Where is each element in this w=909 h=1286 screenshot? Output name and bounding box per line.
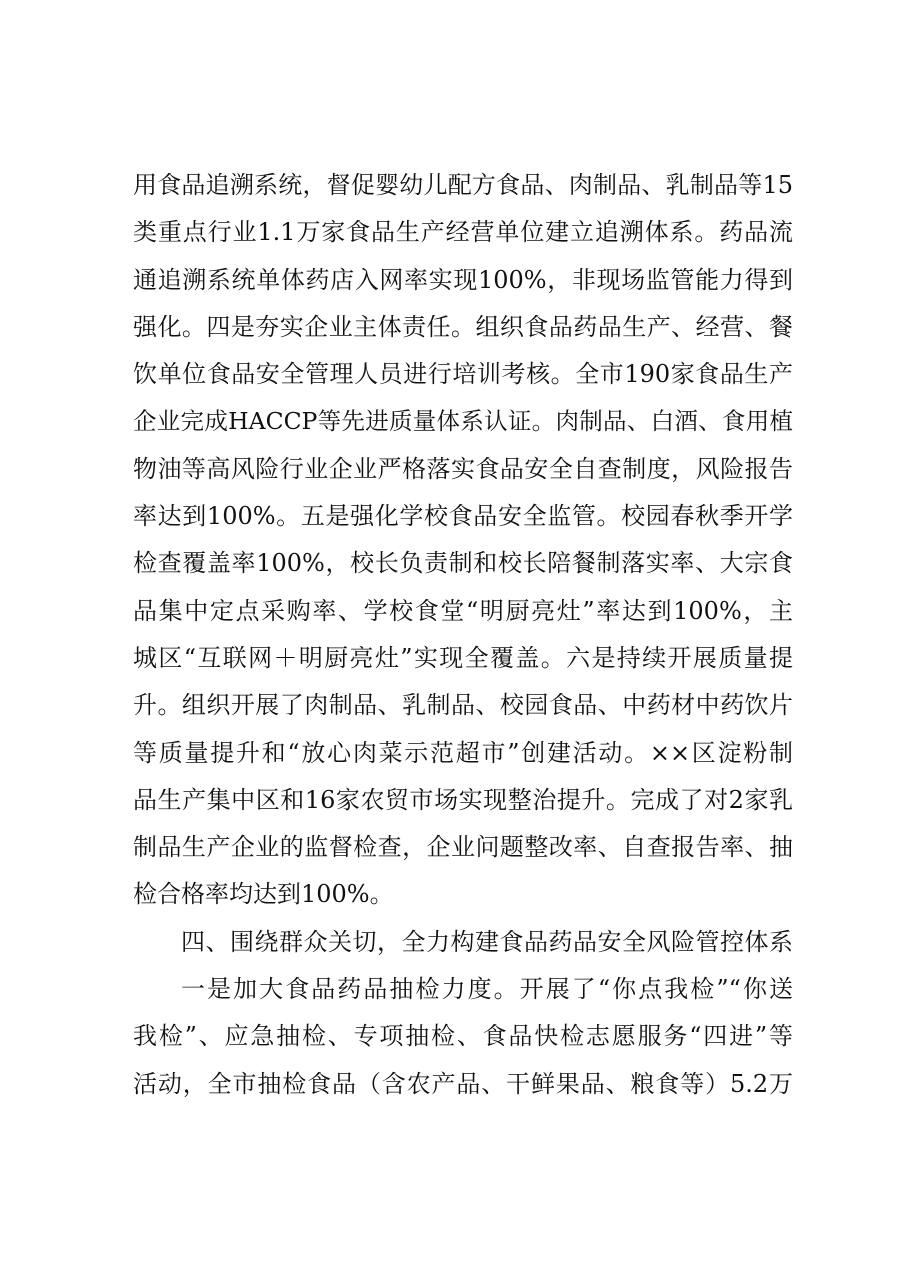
text-line: 通追溯系统单体药店入网率实现100%，非现场监管能力得到 <box>133 265 793 294</box>
body-text <box>133 162 793 1108</box>
text-line: 率达到100%。五是强化学校食品安全监管。校园春秋季开学 <box>133 502 793 531</box>
text-line: 企业完成HACCP等先进质量体系认证。肉制品、白酒、食用植 <box>133 407 793 436</box>
text-line: 饮单位食品安全管理人员进行培训考核。全市190家食品生产 <box>133 360 793 389</box>
text-line: 升。组织开展了肉制品、乳制品、校园食品、中药材中药饮片 <box>133 691 793 720</box>
text-line: 物油等高风险行业企业严格落实食品安全自查制度，风险报告 <box>133 454 793 483</box>
text-line: 用食品追溯系统，督促婴幼儿配方食品、肉制品、乳制品等15 <box>133 171 793 199</box>
paragraph-end-line: 检合格率均达到100%。 <box>133 880 394 909</box>
text-line: 活动，全市抽检食品（含农产品、干鲜果品、粮食等）5.2万 <box>133 1069 793 1098</box>
section-heading: 四、围绕群众关切，全力构建食品药品安全风险管控体系 <box>181 927 793 956</box>
text-line: 城区“互联网＋明厨亮灶”实现全覆盖。六是持续开展质量提 <box>133 643 793 672</box>
text-line: 一是加大食品药品抽检力度。开展了“你点我检”“你送 <box>181 975 793 1004</box>
text-line: 强化。四是夯实企业主体责任。组织食品药品生产、经营、餐 <box>133 312 793 341</box>
text-line: 我检”、应急抽检、专项抽检、食品快检志愿服务“四进”等 <box>133 1022 793 1051</box>
text-line: 等质量提升和“放心肉菜示范超市”创建活动。××区淀粉制 <box>133 738 793 767</box>
text-line: 类重点行业1.1万家食品生产经营单位建立追溯体系。药品流 <box>133 218 793 247</box>
text-line: 检查覆盖率100%，校长负责制和校长陪餐制落实率、大宗食 <box>133 549 793 578</box>
text-line: 制品生产企业的监督检查，企业问题整改率、自查报告率、抽 <box>133 833 793 862</box>
text-line: 品生产集中区和16家农贸市场实现整治提升。完成了对2家乳 <box>133 785 793 814</box>
text-line: 品集中定点采购率、学校食堂“明厨亮灶”率达到100%，主 <box>133 596 793 625</box>
